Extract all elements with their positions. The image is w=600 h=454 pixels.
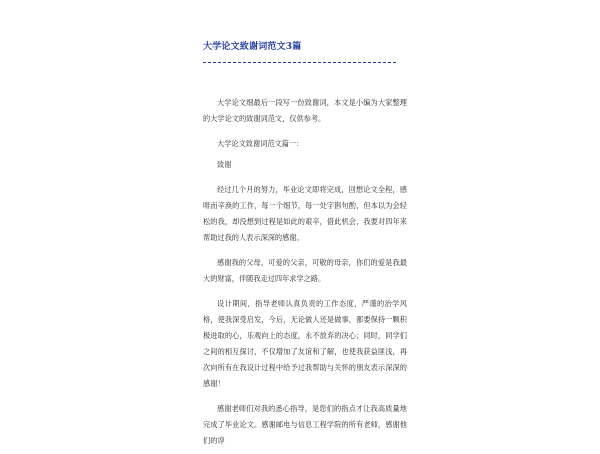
acknowledgement-label: 致谢 bbox=[217, 160, 232, 169]
document-body bbox=[203, 95, 407, 454]
title-divider bbox=[203, 62, 396, 63]
body-paragraph: 感谢老师们对我的悉心指导，是您们的指点才让我高质量地完成了毕业论文。感谢邮电与信息工程学院的所有老师，感谢他们的谆 bbox=[203, 404, 407, 445]
body-paragraph: 感谢我的父母，可爱的父亲，可敬的母亲，你们的爱是我最大的财富，伴随我走过四年求学之路。 bbox=[203, 258, 407, 283]
intro-paragraph: 大学论文细最后一段写一份致谢词，本文是小编为大家整理的大学论文的致谢词范文，仅供参考。 bbox=[203, 98, 407, 123]
document-title: 大学论文致谢词范文3篇 bbox=[203, 42, 302, 52]
body-paragraph: 设计期间，指导老师认真负责的工作态度，严谨的治学风格，使我深受启发，今后，无论做人还是做事，都要保持一颗积极进取的心，乐观向上的态度，永不放弃的决心；同时，同学们之间的相互探讨，不仅增加了友谊和了解，也使我获益匪浅，再次向所有在我设计过程中给予过我帮助与关怀的朋友表示深深的感谢！ bbox=[203, 299, 407, 388]
body-paragraph: 经过几个月的努力，毕业论文即将完成，回想论文全程，感啡而辛涣的工作，每一个细节，每一处字斟句酌，但本以为会轻松的我，却没想到过程是如此的艰辛，借此机会，我要对四年来帮助过我的人表示深深的感谢。 bbox=[203, 185, 407, 242]
section-heading: 大学论文致谢词范文篇一： bbox=[217, 139, 304, 148]
